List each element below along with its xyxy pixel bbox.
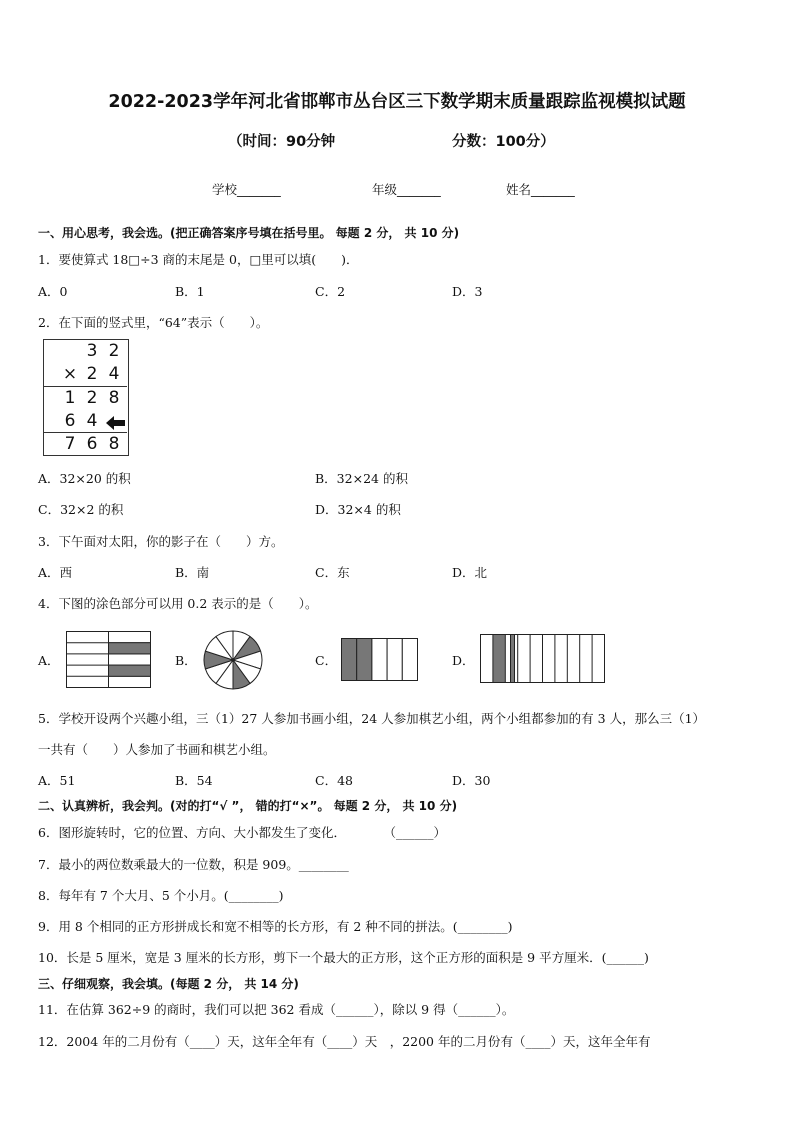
page-title: 2022-2023学年河北省邯郸市丛台区三下数学期末质量跟踪监视模拟试题 [108,92,686,112]
calc-row-4 [44,410,127,433]
q5-option-c: C．48 [315,773,353,788]
question-2: 2．在下面的竖式里，“64”表示（ ）。 [38,315,269,330]
question-11: 11．在估算 362÷9 的商时，我们可以把 362 看成（______），除以 9 得（______）。 [38,1002,515,1017]
q5-option-d: D．30 [452,773,491,788]
question-4: 4．下图的涂色部分可以用 0.2 表示的是（ ）。 [38,596,318,611]
grade-field: 年级_______ [372,182,441,197]
calc-digit: 3 [86,341,98,361]
question-1: 1．要使算式 18□÷3 商的末尾是 0，□里可以填( )． [38,252,359,267]
calc-digit: 7 [64,434,76,454]
section-3-heading: 三、仔细观察，我会填。(每题 2 分， 共 14 分) [38,977,299,991]
q4-figure-c [341,638,419,682]
q1-option-d: D．3 [452,284,483,299]
calc-digit: 4 [86,411,98,431]
q4-figure-b [202,629,264,691]
calc-row-5 [44,433,127,456]
school-field: 学校_______ [212,182,281,197]
q4-figure-d [480,634,606,684]
q4-label-b: B． [175,653,197,668]
q4-figure-a [66,631,152,689]
section-2-heading: 二、认真辨析，我会判。(对的打“√ ”， 错的打“×”。 每题 2 分， 共 10 分) [38,799,458,813]
calc-digit: 4 [108,364,120,384]
q4-label-c: C． [315,653,338,668]
q1-option-b: B．1 [175,284,205,299]
question-7: 7．最小的两位数乘最大的一位数，积是 909。________ [38,857,349,872]
question-8: 8．每年有 7 个大月、5 个小月。(________) [38,888,284,903]
calc-digit: 6 [86,434,98,454]
q1-option-c: C．2 [315,284,346,299]
question-9: 9．用 8 个相同的正方形拼成长和宽不相等的长方形，有 2 种不同的拼法。(________) [38,919,513,934]
q3-option-a: A．西 [38,565,73,580]
calc-digit: 6 [64,411,76,431]
question-5-line-1: 5．学校开设两个兴趣小组，三（1）27 人参加书画小组，24 人参加棋艺小组，两个小组都参加的有 3 人，那么三（1） [38,711,706,726]
calc-digit: 1 [64,388,76,408]
calc-digit: 2 [86,364,98,384]
q3-option-d: D．北 [452,565,488,580]
exam-score: 分数：100分） [452,134,555,150]
q3-option-b: B．南 [175,565,210,580]
q4-label-d: D． [452,653,475,668]
q2-option-b: B．32×24 的积 [315,471,408,486]
q5-option-a: A．51 [38,773,76,788]
q3-option-c: C．东 [315,565,350,580]
question-3: 3．下午面对太阳，你的影子在（ ）方。 [38,534,284,549]
calc-row-1 [44,340,127,363]
q1-option-a: A．0 [38,284,68,299]
calc-digit: 2 [108,341,120,361]
left-arrow-icon [106,416,126,430]
calc-digit: 2 [86,388,98,408]
q2-option-c: C．32×2 的积 [38,502,124,517]
calc-row-2 [44,363,127,386]
question-6: 6．图形旋转时，它的位置、方向、大小都发生了变化． （______） [38,825,446,840]
calc-times-sign: × [62,364,78,384]
name-field: 姓名_______ [506,182,575,197]
q2-option-a: A．32×20 的积 [38,471,131,486]
question-12: 12．2004 年的二月份有（____）天，这年全年有（____）天 ，2200 年的二月份有（____）天，这年全年有 [38,1034,651,1049]
question-10: 10．长是 5 厘米，宽是 3 厘米的长方形，剪下一个最大的正方形，这个正方形的面积是 9 平方厘米．(______) [38,950,649,965]
section-1-heading: 一、用心思考，我会选。(把正确答案序号填在括号里。 每题 2 分， 共 10 分) [38,226,460,240]
exam-time: （时间：90分钟 [228,134,336,150]
calc-row-3 [44,387,127,410]
q5-option-b: B．54 [175,773,213,788]
vertical-multiplication [43,339,129,456]
q4-label-a: A． [38,653,60,668]
calc-digit: 8 [108,388,120,408]
calc-digit: 8 [108,434,120,454]
question-5-line-2: 一共有（ ）人参加了书画和棋艺小组。 [38,742,276,757]
q2-option-d: D．32×4 的积 [315,502,401,517]
